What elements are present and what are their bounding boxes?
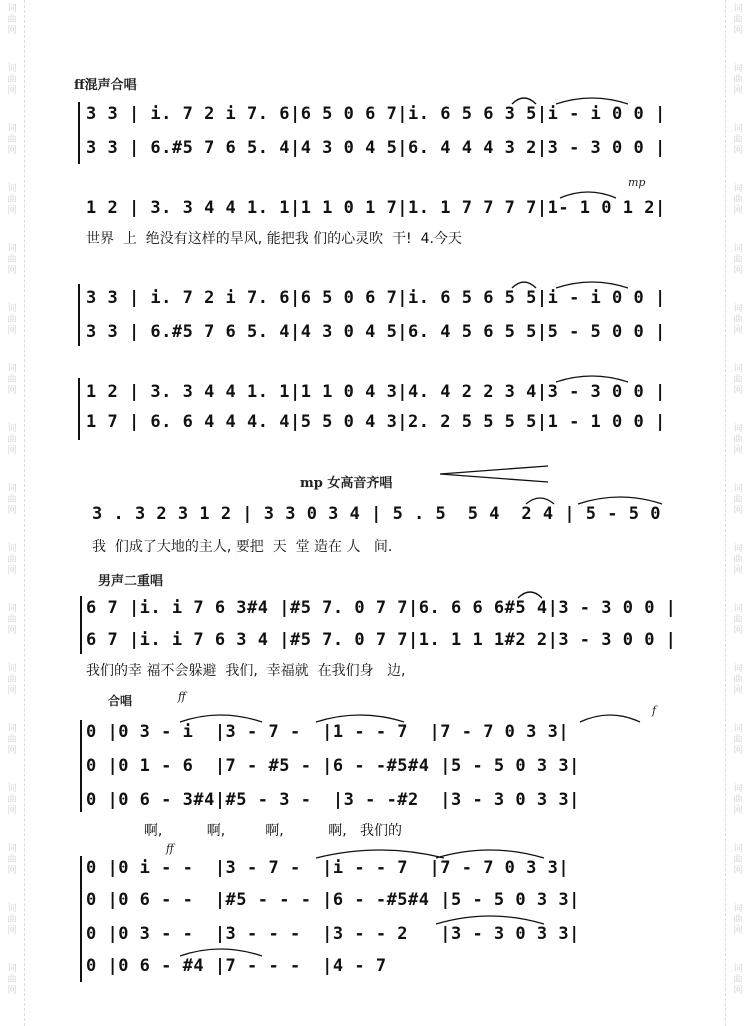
watermark-stamp: 词 曲 网 <box>7 724 17 756</box>
notation-row: 3 3 | i. 7 2 i 7. 6|6 5 0 6 7|i. 6 5 6 5 5|i - i 0 0 | <box>86 288 666 308</box>
slur <box>580 715 640 722</box>
watermark-stamp: 词 曲 网 <box>733 424 743 456</box>
notation-row: 6 7 |i. i 7 6 3#4 |#5 7. 0 7 7|6. 6 6 6#5 4|3 - 3 0 0 | <box>86 598 677 618</box>
slur <box>526 498 554 504</box>
crescendo-hairpin <box>440 466 548 482</box>
lyrics-line: 世界 上 绝没有这样的旱风, 能把我 们的心灵吹 干! 4.今天 <box>86 231 462 247</box>
notation-row: 3 3 | 6.#5 7 6 5. 4|4 3 0 4 5|6. 4 5 6 5 5|5 - 5 0 0 | <box>86 322 666 342</box>
notation-row: 1 2 | 3. 3 4 4 1. 1|1 1 0 1 7|1. 1 7 7 7 7|1- 1 0 1 2| <box>86 198 666 218</box>
slur <box>512 98 536 104</box>
watermark-stamp: 词 曲 网 <box>7 544 17 576</box>
watermark-stamp: 词 曲 网 <box>7 844 17 876</box>
notation-row: 0 |0 3 - i |3 - 7 - |1 - - 7 |7 - 7 0 3 3| <box>86 722 570 742</box>
watermark-stamp: 词 曲 网 <box>733 904 743 936</box>
watermark-stamp: 词 曲 网 <box>733 664 743 696</box>
watermark-stamp: 词 曲 网 <box>7 4 17 36</box>
slur <box>436 850 544 858</box>
watermark-stamp: 词 曲 网 <box>733 784 743 816</box>
watermark-stamp: 词 曲 网 <box>733 244 743 276</box>
notation-row: 1 2 | 3. 3 4 4 1. 1|1 1 0 4 3|4. 4 2 2 3 4|3 - 3 0 0 | <box>86 382 666 402</box>
watermark-stamp: 词 曲 网 <box>733 604 743 636</box>
watermark-stamp: 词 曲 网 <box>733 124 743 156</box>
watermark-stamp: 词 曲 网 <box>7 364 17 396</box>
watermark-stamp: 词 曲 网 <box>7 124 17 156</box>
slur <box>180 949 262 956</box>
lyrics-line: 我 们成了大地的主人, 要把 天 堂 造在 人 间. <box>92 539 393 555</box>
slur <box>180 715 262 722</box>
watermark-stamp: 词 曲 网 <box>7 964 17 996</box>
watermark-stamp: 词 曲 网 <box>733 964 743 996</box>
dynamic-f: f <box>652 704 657 717</box>
watermark-stamp: 词 曲 网 <box>7 424 17 456</box>
section-male-two-part: 男声二重唱 <box>98 574 164 589</box>
watermark-stamp: 词 曲 网 <box>733 844 743 876</box>
section-chorus: 合唱 <box>108 694 133 708</box>
notation-row: 0 |0 6 - #4 |7 - - - |4 - 7 <box>86 956 451 976</box>
watermark-stamp: 词 曲 网 <box>733 184 743 216</box>
notation-row: 0 |0 6 - - |#5 - - - |6 - -#5#4 |5 - 5 0 3 3| <box>86 890 580 910</box>
watermark-stamp: 词 曲 网 <box>733 4 743 36</box>
dynamic-ff-2: ff <box>166 842 174 855</box>
notation-row: 0 |0 1 - 6 |7 - #5 - |6 - -#5#4 |5 - 5 0 3 3| <box>86 756 580 776</box>
notation-row: 1 7 | 6. 6 4 4 4. 4|5 5 0 4 3|2. 2 5 5 5 5|1 - 1 0 0 | <box>86 412 666 432</box>
notation-row: 6 7 |i. i 7 6 3 4 |#5 7. 0 7 7|1. 1 1 1#2 2|3 - 3 0 0 | <box>86 630 677 650</box>
watermark-stamp: 词 曲 网 <box>7 604 17 636</box>
notation-row: 3 3 | i. 7 2 i 7. 6|6 5 0 6 7|i. 6 5 6 3 5|i - i 0 0 | <box>86 104 666 124</box>
notation-row: 0 |0 i - - |3 - 7 - |i - - 7 |7 - 7 0 3 3| <box>86 858 570 878</box>
watermark-stamp: 词 曲 网 <box>7 784 17 816</box>
notation-row: 0 |0 6 - 3#4|#5 - 3 - |3 - -#2 |3 - 3 0 3 3| <box>86 790 580 810</box>
section-female-high: mp 女高音齐唱 <box>300 476 393 491</box>
watermark-stamp: 词 曲 网 <box>7 244 17 276</box>
slur <box>556 282 628 288</box>
watermark-stamp: 词 曲 网 <box>7 304 17 336</box>
dynamic-mp: mp <box>628 176 646 189</box>
lyrics-line: 啊, 啊, 啊, 啊, 我们的 <box>86 823 403 839</box>
slur <box>316 850 444 858</box>
watermark-stamp: 词 曲 网 <box>7 184 17 216</box>
slur <box>512 282 536 288</box>
slur <box>560 192 616 198</box>
watermark-stamp: 词 曲 网 <box>733 544 743 576</box>
slur <box>518 592 542 598</box>
watermark-stamp: 词 曲 网 <box>733 724 743 756</box>
watermark-stamp: 词 曲 网 <box>733 304 743 336</box>
notation-row: 3 3 | 6.#5 7 6 5. 4|4 3 0 4 5|6. 4 4 4 3 2|3 - 3 0 0 | <box>86 138 666 158</box>
watermark-stamp: 词 曲 网 <box>733 64 743 96</box>
slur <box>578 497 662 504</box>
section-mixed-chorus: ff混声合唱 <box>74 78 137 93</box>
slur <box>436 916 544 924</box>
watermark-stamp: 词 曲 网 <box>7 904 17 936</box>
lyrics-line: 我们的幸 福不会躲避 我们, 幸福就 在我们身 边, <box>86 663 406 679</box>
watermark-stamp: 词 曲 网 <box>733 364 743 396</box>
dynamic-ff-1: ff <box>178 690 186 703</box>
watermark-stamp: 词 曲 网 <box>7 484 17 516</box>
watermark-stamp: 词 曲 网 <box>7 664 17 696</box>
slur <box>556 98 628 104</box>
slur <box>316 715 404 722</box>
slur <box>556 376 628 382</box>
watermark-stamp: 词 曲 网 <box>733 484 743 516</box>
notation-row: 0 |0 3 - - |3 - - - |3 - - 2 |3 - 3 0 3 3| <box>86 924 580 944</box>
notation-row: 3 . 3 2 3 1 2 | 3 3 0 3 4 | 5 . 5 5 4 2 4 | 5 - 5 0 <box>92 504 661 524</box>
watermark-stamp: 词 曲 网 <box>7 64 17 96</box>
